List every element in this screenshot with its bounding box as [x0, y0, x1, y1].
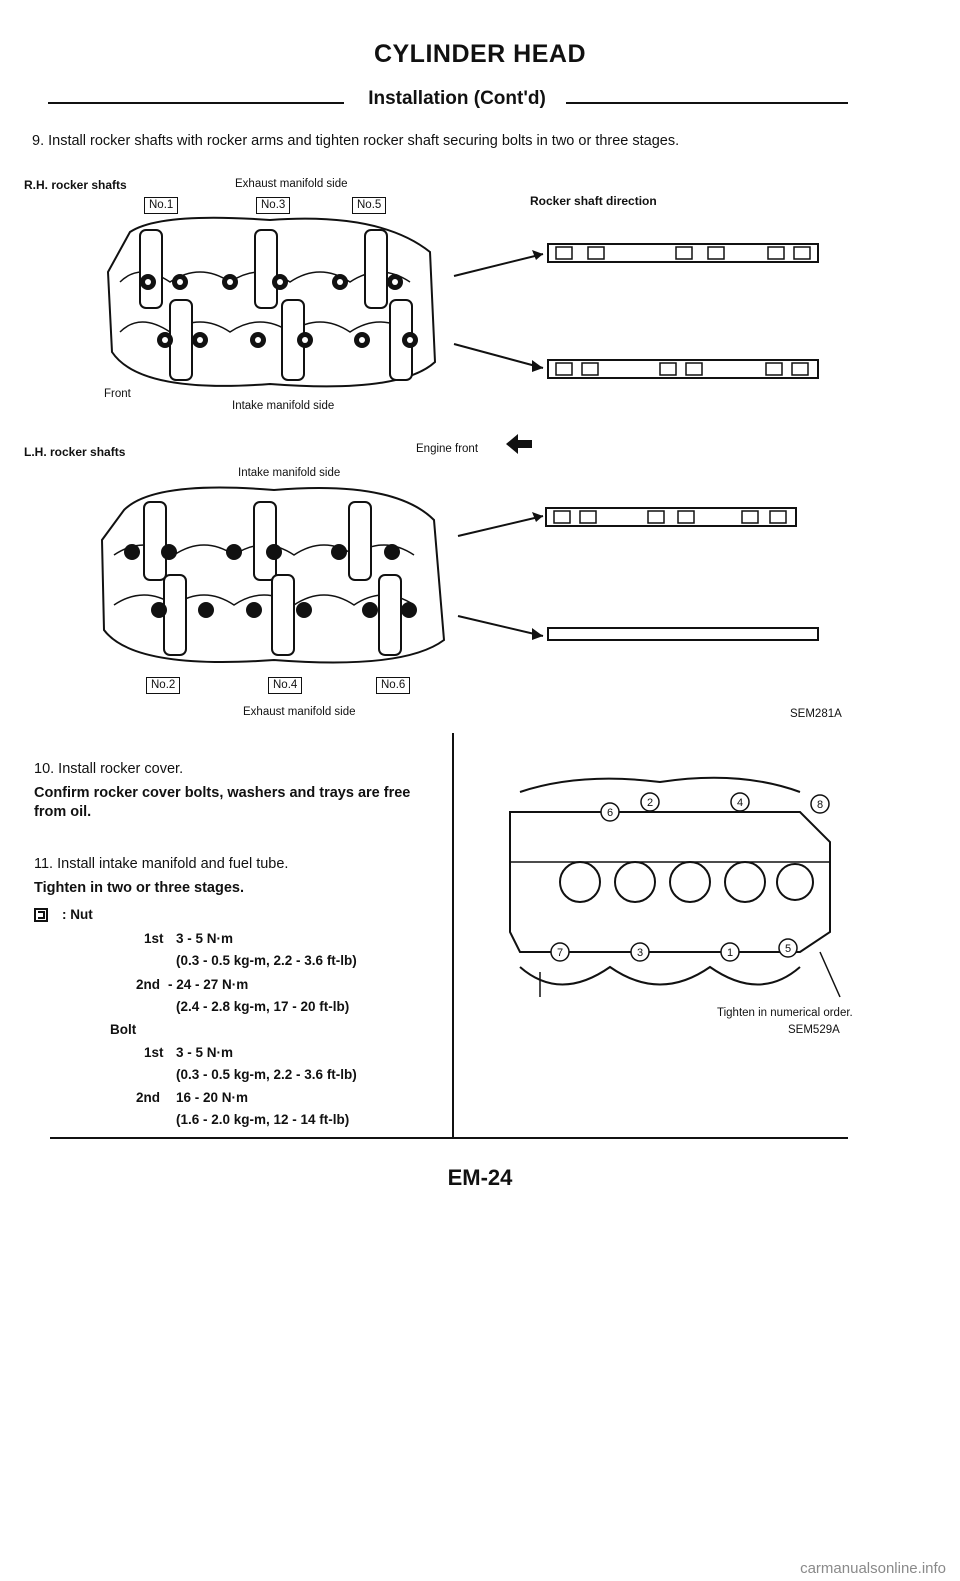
- section-subtitle-bar: [48, 88, 848, 112]
- bolt-order-2: 2: [646, 797, 654, 809]
- nut-1st-label: 1st: [144, 931, 164, 946]
- step-11-title: 11. Install intake manifold and fuel tube.: [34, 856, 289, 872]
- engine-front-label: Engine front: [416, 443, 479, 455]
- page-number: EM-24: [447, 1165, 513, 1190]
- rocker-shaft-direction-diagram: [448, 232, 828, 642]
- torque-wrench-icon: [33, 907, 49, 923]
- lh-cylinder-head-illustration: [94, 480, 459, 670]
- bolt-1st-value: 3 - 5 N·m: [176, 1045, 234, 1060]
- figure-code-1: SEM281A: [790, 708, 842, 720]
- bolt-2nd-label: 2nd: [136, 1090, 161, 1105]
- cylinder-no2: No.2: [146, 677, 180, 694]
- exhaust-manifold-side-top: Exhaust manifold side: [235, 178, 348, 190]
- bolt-1st-conversion: (0.3 - 0.5 kg-m, 2.2 - 3.6 ft-lb): [176, 1067, 357, 1082]
- rh-cylinder-head-illustration: [100, 212, 445, 394]
- column-divider: [452, 733, 454, 1139]
- watermark: carmanualsonline.info: [800, 1560, 946, 1577]
- nut-label: : Nut: [62, 907, 93, 922]
- intake-manifold-illustration: [500, 752, 850, 1002]
- cylinder-no4: No.4: [268, 677, 302, 694]
- step-10-title: 10. Install rocker cover.: [34, 761, 184, 777]
- cylinder-no5: No.5: [352, 197, 386, 214]
- bolt-order-5: 5: [784, 943, 792, 955]
- rocker-shaft-direction-label: Rocker shaft direction: [530, 194, 657, 208]
- cylinder-no6: No.6: [376, 677, 410, 694]
- bolt-2nd-conversion: (1.6 - 2.0 kg-m, 12 - 14 ft-lb): [176, 1112, 350, 1127]
- step-9-text: 9. Install rocker shafts with rocker arms and tighten rocker shaft securing bolts in two or three stages.: [32, 133, 680, 149]
- nut-1st-conversion: (0.3 - 0.5 kg-m, 2.2 - 3.6 ft-lb): [176, 953, 357, 968]
- step-10-note: Confirm rocker cover bolts, washers and trays are free from oil.: [34, 785, 411, 820]
- bolt-2nd-value: 16 - 20 N·m: [176, 1090, 249, 1105]
- front-label: Front: [104, 388, 131, 400]
- rule-left: [48, 102, 344, 104]
- bolt-label: Bolt: [110, 1022, 137, 1037]
- nut-1st-value: 3 - 5 N·m: [176, 931, 234, 946]
- exhaust-manifold-side-bottom: Exhaust manifold side: [243, 706, 356, 718]
- figure-code-2: SEM529A: [788, 1024, 840, 1036]
- nut-2nd-conversion: (2.4 - 2.8 kg-m, 17 - 20 ft-lb): [176, 999, 350, 1014]
- nut-2nd-label: 2nd: [136, 977, 161, 992]
- bolt-order-7: 7: [556, 947, 564, 959]
- intake-manifold-side-lh: Intake manifold side: [238, 467, 341, 479]
- intake-manifold-side-mid: Intake manifold side: [232, 400, 335, 412]
- bolt-order-3: 3: [636, 947, 644, 959]
- bolt-order-1: 1: [726, 947, 734, 959]
- step-11-note: Tighten in two or three stages.: [34, 880, 245, 896]
- section-subtitle: Installation (Cont'd): [368, 88, 546, 109]
- cylinder-no3: No.3: [256, 197, 290, 214]
- rule-right: [566, 102, 848, 104]
- nut-2nd-value: - 24 - 27 N·m: [168, 977, 249, 992]
- bolt-order-6: 6: [606, 807, 614, 819]
- page-title: CYLINDER HEAD: [373, 40, 587, 68]
- lh-rocker-shafts-label: L.H. rocker shafts: [24, 445, 126, 459]
- bolt-order-8: 8: [816, 799, 824, 811]
- bolt-1st-label: 1st: [144, 1045, 164, 1060]
- bolt-order-4: 4: [736, 797, 744, 809]
- tighten-order-caption: Tighten in numerical order.: [717, 1007, 853, 1019]
- bottom-rule: [50, 1137, 848, 1139]
- rh-rocker-shafts-label: R.H. rocker shafts: [24, 178, 127, 192]
- cylinder-no1: No.1: [144, 197, 178, 214]
